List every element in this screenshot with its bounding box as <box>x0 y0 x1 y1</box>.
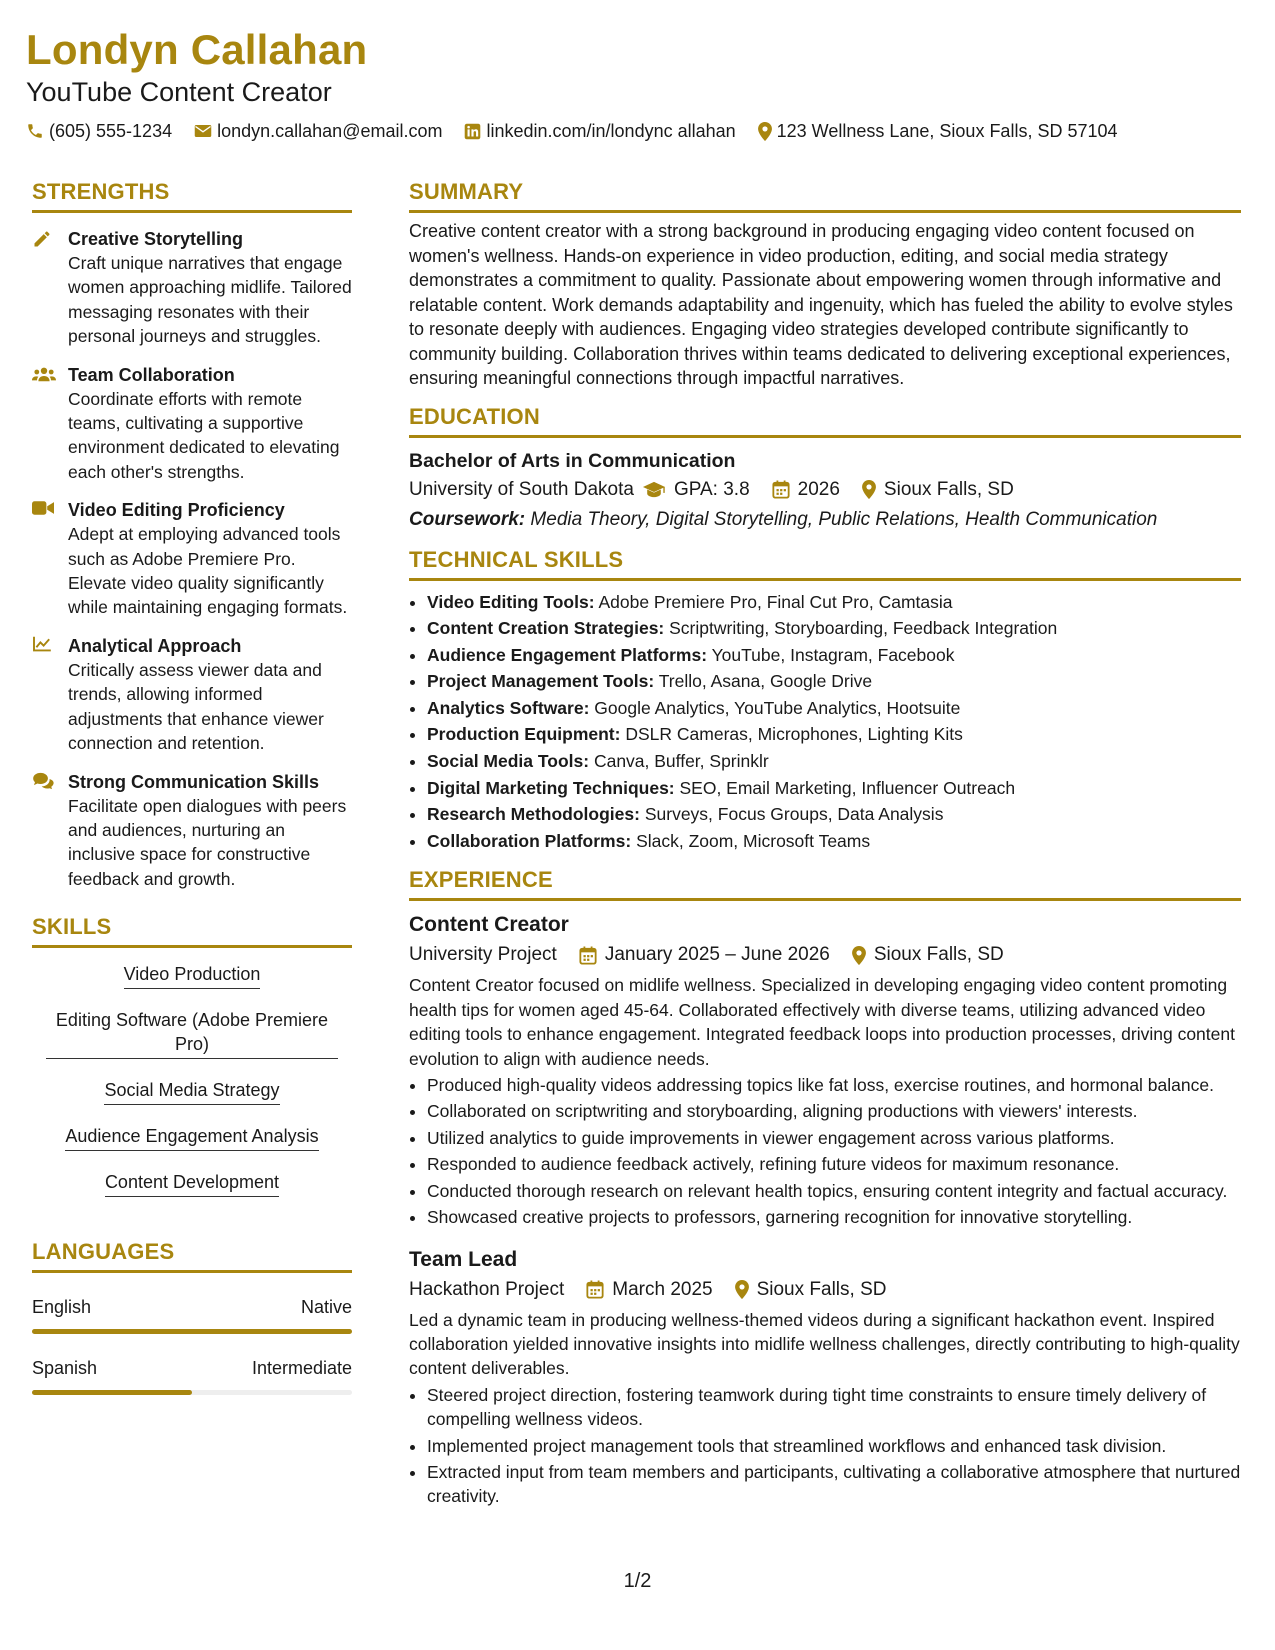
job-dates: January 2025 – June 2026 <box>604 944 830 966</box>
linkedin-icon <box>464 123 481 140</box>
list-item <box>427 695 1241 722</box>
list-item <box>427 828 1241 855</box>
summary-heading: SUMMARY <box>409 178 1241 213</box>
education-year: 2026 <box>797 478 840 500</box>
map-marker-icon <box>862 480 876 499</box>
phone-text: (605) 555-1234 <box>49 121 173 141</box>
chart-line-icon <box>32 634 54 756</box>
tech-skill-label: Project Management Tools: <box>427 671 655 692</box>
tech-skill-label: Social Media Tools: <box>427 751 590 772</box>
job-bullets <box>409 1383 1241 1509</box>
list-item <box>427 721 1241 748</box>
phone-icon <box>26 122 44 140</box>
skill-tag: Audience Engagement Analysis <box>65 1124 318 1151</box>
tech-skill-value: Adobe Premiere Pro, Final Cut Pro, Camtasia <box>598 591 953 612</box>
tech-skill-value: Trello, Asana, Google Drive <box>658 671 873 692</box>
skill-tag: Social Media Strategy <box>104 1078 279 1105</box>
list-item <box>427 801 1241 828</box>
experience-heading: EXPERIENCE <box>409 866 1241 901</box>
job-bullets <box>409 1073 1241 1229</box>
strength-title: Team Collaboration <box>68 364 235 385</box>
strength-desc: Facilitate open dialogues with peers and audiences, nurturing an inclusive space for constructive feedback and growth. <box>68 795 347 889</box>
technical-skills-heading: TECHNICAL SKILLS <box>409 546 1241 581</box>
candidate-role: YouTube Content Creator <box>26 77 332 107</box>
list-item: • Responded to audience feedback actively, refining future videos for maximum resonance. <box>427 1152 1241 1176</box>
strength-item <box>32 227 352 349</box>
strengths-heading: STRENGTHS <box>32 178 352 213</box>
list-item: • Implemented project management tools that streamlined workflows and enhanced task division. <box>427 1434 1241 1458</box>
contact-email[interactable] <box>194 120 442 142</box>
tech-skill-label: Digital Marketing Techniques: <box>427 777 675 798</box>
education-location: Sioux Falls, SD <box>883 478 1014 500</box>
language-item <box>32 1356 352 1395</box>
technical-skills-list <box>409 589 1241 855</box>
tech-skill-value: Slack, Zoom, Microsoft Teams <box>636 830 871 851</box>
tech-skill-label: Video Editing Tools: <box>427 591 595 612</box>
tech-skill-value: Surveys, Focus Groups, Data Analysis <box>644 804 944 825</box>
list-item: • Showcased creative projects to professors, garnering recognition for innovative storytelling. <box>427 1205 1241 1229</box>
graduation-cap-icon <box>642 481 666 498</box>
video-camera-icon <box>32 498 54 620</box>
tech-skill-value: SEO, Email Marketing, Influencer Outreach <box>679 777 1016 798</box>
education-meta <box>409 476 1241 504</box>
strength-item <box>32 770 352 892</box>
calendar-icon <box>586 1280 604 1299</box>
tech-skill-label: Research Methodologies: <box>427 804 640 825</box>
tech-skill-value: YouTube, Instagram, Facebook <box>711 644 955 665</box>
language-level-bar <box>32 1329 352 1334</box>
strength-desc: Craft unique narratives that engage women approaching midlife. Tailored messaging resonates with their personal journeys and struggles. <box>68 253 352 347</box>
list-item: • Collaborated on scriptwriting and storyboarding, aligning productions with viewers' interests. <box>427 1099 1241 1123</box>
education-gpa: GPA: 3.8 <box>673 478 750 500</box>
page-number: 1/2 <box>623 1570 652 1592</box>
contact-linkedin[interactable] <box>464 120 735 142</box>
strength-title: Creative Storytelling <box>68 229 244 249</box>
job-description: Content Creator focused on midlife wellness. Specialized in developing engaging video content promoting health tips for women aged 45-64. Collaborated effectively with diverse teams, utilizing advanced video editing tools to enhance engagement. Integrated feedback loops into production processes, driving content evolution to align with audience needs. <box>409 975 1235 1069</box>
languages-heading: LANGUAGES <box>32 1238 352 1273</box>
strength-desc: Coordinate efforts with remote teams, cultivating a supportive environment dedicated to elevating each other's strengths. <box>68 388 340 482</box>
tech-skill-value: Google Analytics, YouTube Analytics, Hootsuite <box>594 697 961 718</box>
job-meta <box>409 941 1241 969</box>
contact-address <box>758 120 1118 142</box>
summary-text: Creative content creator with a strong background in producing engaging video content focused on women's wellness. Hands-on experience in video production, editing, and social media strategy demonstrates a commitment to quality. Passionate about empowering women through informative and relatable content. Work demands adaptability and ingenuity, which has fueled the ability to evolve styles to resonate deeply with audiences. Engaging video strategies developed contribute significantly to community building. Collaboration thrives within teams dedicated to delivering exceptional experiences, ensuring meaningful connections through impactful narratives. <box>409 221 1233 388</box>
candidate-name: Londyn Callahan <box>26 26 368 73</box>
education-degree: Bachelor of Arts in Communication <box>409 449 736 472</box>
resume-header <box>26 22 1118 142</box>
tech-skill-label: Collaboration Platforms: <box>427 830 632 851</box>
language-name: English <box>32 1297 92 1318</box>
strength-desc: Adept at employing advanced tools such as Adobe Premiere Pro. Elevate video quality significantly while maintaining engaging formats. <box>68 524 348 618</box>
skill-tag: Video Production <box>124 962 261 989</box>
list-item <box>427 668 1241 695</box>
tech-skill-label: Analytics Software: <box>427 697 590 718</box>
job-meta <box>409 1276 1241 1304</box>
tech-skill-value: Canva, Buffer, Sprinklr <box>593 751 769 772</box>
experience-entry <box>409 911 1241 1229</box>
tech-skill-label: Audience Engagement Platforms: <box>427 644 708 665</box>
education-heading: EDUCATION <box>409 403 1241 438</box>
strength-title: Analytical Approach <box>68 635 242 656</box>
map-marker-icon <box>852 946 866 965</box>
list-item <box>427 615 1241 642</box>
list-item: • Produced high-quality videos addressing topics like fat loss, exercise routines, and hormonal balance. <box>427 1073 1241 1097</box>
comments-icon <box>32 770 54 892</box>
strength-item <box>32 363 352 485</box>
job-title: Content Creator <box>409 913 569 937</box>
list-item: • Extracted input from team members and participants, cultivating a collaborative atmosphere that nurtured creativity. <box>427 1460 1241 1509</box>
job-title: Team Lead <box>409 1247 518 1271</box>
contact-phone <box>26 120 172 142</box>
language-level-fill <box>32 1329 352 1334</box>
job-location: Sioux Falls, SD <box>756 1278 887 1300</box>
job-description: Led a dynamic team in producing wellness-themed videos during a significant hackathon event. Inspired collaboration yielded innovative insights into midlife wellness challenges, directly contributing to high-quality content deliverables. <box>409 1309 1240 1379</box>
coursework-label: Coursework: <box>409 508 526 530</box>
tech-skill-value: DSLR Cameras, Microphones, Lighting Kits <box>625 724 963 745</box>
envelope-icon <box>194 123 212 139</box>
language-level-bar <box>32 1390 352 1395</box>
language-name: Spanish <box>32 1358 98 1379</box>
email-text[interactable]: londyn.callahan@email.com <box>217 121 443 141</box>
job-location: Sioux Falls, SD <box>873 944 1004 966</box>
list-item <box>427 748 1241 775</box>
language-level: Intermediate <box>251 1358 352 1379</box>
map-marker-icon <box>735 1280 749 1299</box>
experience-entry <box>409 1246 1241 1509</box>
tech-skill-label: Content Creation Strategies: <box>427 618 665 639</box>
education-school: University of South Dakota <box>409 478 634 500</box>
list-item <box>427 642 1241 669</box>
language-item <box>32 1295 352 1334</box>
pencil-icon <box>32 227 54 349</box>
calendar-icon <box>772 480 790 499</box>
skills-list <box>32 962 352 1216</box>
tech-skill-label: Production Equipment: <box>427 724 621 745</box>
contact-row <box>26 120 1118 142</box>
language-level-fill <box>32 1390 192 1395</box>
right-column <box>409 178 1241 1511</box>
strength-item <box>32 634 352 756</box>
list-item: • Steered project direction, fostering teamwork during tight time constraints to ensure timely delivery of compelling wellness videos. <box>427 1383 1241 1432</box>
skill-tag: Editing Software (Adobe Premiere Pro) <box>46 1008 338 1059</box>
list-item: • Conducted thorough research on relevant health topics, ensuring content integrity and factual accuracy. <box>427 1179 1241 1203</box>
strength-title: Video Editing Proficiency <box>68 500 285 521</box>
users-icon <box>32 363 54 485</box>
strength-item <box>32 498 352 620</box>
strength-desc: Critically assess viewer data and trends, allowing informed adjustments that enhance viewer connection and retention. <box>68 659 324 754</box>
list-item <box>427 775 1241 802</box>
job-org: Hackathon Project <box>409 1278 565 1300</box>
strength-title: Strong Communication Skills <box>68 771 320 792</box>
left-column <box>32 178 352 1395</box>
skills-heading: SKILLS <box>32 913 352 948</box>
linkedin-text[interactable]: linkedin.com/in/londync allahan <box>486 121 736 141</box>
map-marker-icon <box>758 122 772 141</box>
list-item: • Utilized analytics to guide improvements in viewer engagement across various platforms. <box>427 1126 1241 1150</box>
address-text: 123 Wellness Lane, Sioux Falls, SD 57104 <box>776 121 1118 141</box>
language-level: Native <box>300 1297 352 1318</box>
tech-skill-value: Scriptwriting, Storyboarding, Feedback Integration <box>669 618 1058 639</box>
calendar-icon <box>579 946 597 965</box>
list-item <box>427 589 1241 616</box>
coursework-list: Media Theory, Digital Storytelling, Public Relations, Health Communication <box>530 508 1158 530</box>
job-org: University Project <box>409 944 557 966</box>
job-dates: March 2025 <box>612 1278 713 1300</box>
skill-tag: Content Development <box>105 1170 279 1197</box>
education-coursework <box>409 506 1241 534</box>
